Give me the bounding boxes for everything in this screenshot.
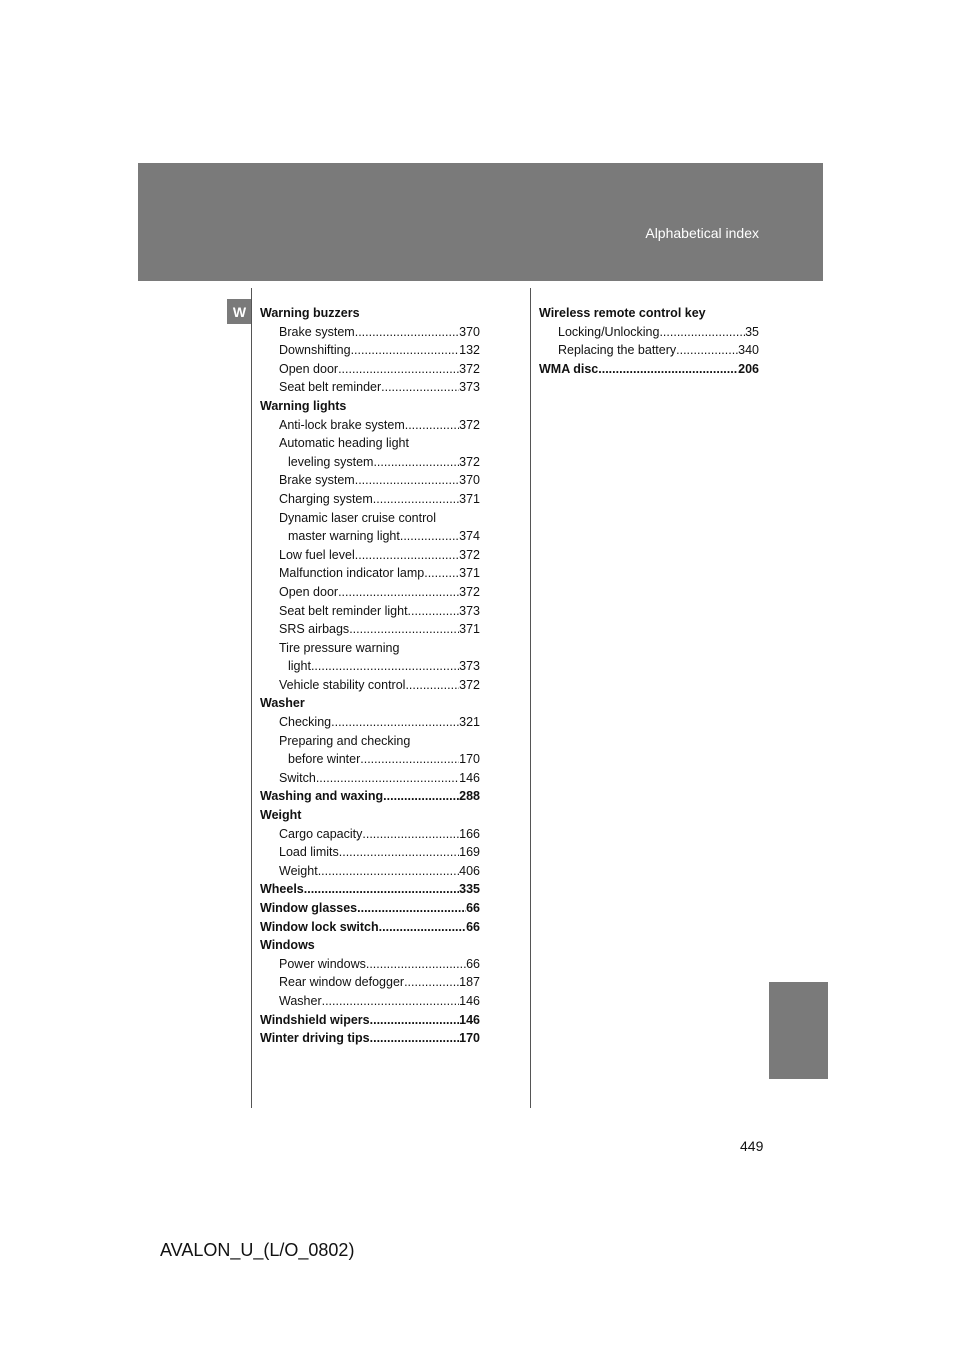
index-entry-label: Weight [260,808,302,823]
index-entry [260,787,480,806]
index-entry-page: 187 [459,975,480,990]
leader-dots [373,490,459,509]
leader-dots [370,1029,460,1048]
index-entry-label: Locking/Unlocking [558,324,660,339]
leader-dots [676,341,738,360]
leader-dots [318,862,459,881]
index-entry [260,564,480,583]
index-entry [260,341,480,360]
leader-dots [355,323,459,342]
leader-dots [383,787,459,806]
index-entry-label: Checking [279,715,332,730]
index-entry-label: Washer [260,696,305,711]
thumb-tab [769,982,828,1079]
index-letter-tab: W [227,299,252,324]
column-divider-left [251,288,252,1108]
index-entry [260,750,480,769]
index-entry-label: Load limits [279,845,339,860]
index-entry-page: 372 [459,454,480,469]
column-divider-middle [530,288,531,1108]
leader-dots [339,843,459,862]
index-entry-label: Rear window defogger [279,975,405,990]
index-entry-page: 170 [459,752,480,767]
index-entry [260,899,480,918]
index-entry-page: 373 [459,603,480,618]
index-entry-page: 335 [459,882,480,897]
leader-dots [338,360,459,379]
index-entry [260,416,480,435]
leader-dots [360,750,459,769]
index-entry [260,806,480,825]
index-entry-page: 371 [459,566,480,581]
index-entry [260,862,480,881]
index-entry [260,973,480,992]
leader-dots [405,676,459,695]
header-band [138,163,823,281]
index-entry-label: Replacing the battery [558,343,677,358]
index-entry-label: master warning light [288,529,400,544]
index-entry-page: 370 [459,324,480,339]
index-entry-label: Window lock switch [260,919,379,934]
index-entry-label: Open door [279,361,339,376]
leader-dots [408,602,460,621]
index-entry-page: 372 [459,584,480,599]
index-entry [260,378,480,397]
index-entry [260,1029,480,1048]
index-entry [260,676,480,695]
index-entry-label: SRS airbags [279,622,350,637]
index-entry-page: 372 [459,361,480,376]
index-entry-label: Brake system [279,324,355,339]
index-entry [260,434,480,453]
index-entry [260,546,480,565]
index-entry-label: Anti-lock brake system [279,417,405,432]
leader-dots [304,880,459,899]
index-entry-label: WMA disc [539,361,599,376]
leader-dots [322,992,460,1011]
index-entry-label: Washing and waxing [260,789,384,804]
index-entry-page: 372 [459,547,480,562]
index-entry-page: 132 [459,343,480,358]
index-entry [260,825,480,844]
index-entry-label: Washer [279,993,322,1008]
index-entry [260,936,480,955]
index-entry-label: Windshield wipers [260,1012,370,1027]
index-entry-label: Cargo capacity [279,826,363,841]
index-entry-page: 372 [459,677,480,692]
leader-dots [316,769,459,788]
index-entry-page: 66 [466,919,480,934]
index-entry [260,304,480,323]
leader-dots [405,416,459,435]
index-entry-label: Tire pressure warning [279,640,400,655]
index-entry [260,769,480,788]
index-entry [260,397,480,416]
index-entry-page: 66 [466,901,480,915]
leader-dots [379,918,466,937]
leader-dots [331,713,459,732]
index-entry-page: 373 [459,659,480,674]
index-entry-label: Weight [279,863,318,878]
index-entry-page: 288 [459,789,480,804]
leader-dots [424,564,459,583]
leader-dots [362,825,459,844]
index-entry [260,955,480,974]
index-entry-label: Preparing and checking [279,733,411,748]
index-entry-label: Wireless remote control key [539,306,706,320]
leader-dots [659,323,745,342]
leader-dots [349,620,459,639]
index-entry-page: 146 [459,770,480,785]
index-entry [260,527,480,546]
index-entry [260,490,480,509]
leader-dots [381,378,459,397]
index-entry [260,471,480,490]
leader-dots [311,657,459,676]
index-entry-page: 373 [459,380,480,395]
index-entry-page: 146 [459,1012,480,1027]
leader-dots [373,453,459,472]
index-entry [260,602,480,621]
index-entry-label: Power windows [279,956,366,971]
section-title: Alphabetical index [645,225,759,241]
index-entry-page: 146 [459,993,480,1008]
index-entry-page: 374 [459,529,480,544]
index-entry [260,713,480,732]
index-entry-label: Warning buzzers [260,306,360,320]
index-entry [260,880,480,899]
leader-dots [338,583,459,602]
index-entry-label: Windows [260,938,315,953]
page-number: 449 [740,1138,764,1154]
index-entry-label: Switch [279,770,316,785]
footer-code: AVALON_U_(L/O_0802) [160,1240,355,1260]
index-entry [260,657,480,676]
index-entry-page: 340 [738,343,759,358]
index-entry [260,639,480,658]
index-entry [539,360,759,379]
index-entry-label: Window glasses [260,901,358,915]
index-entry [260,992,480,1011]
index-entry [260,732,480,751]
leader-dots [355,546,459,565]
index-entry-label: Brake system [279,473,355,488]
index-entry [260,360,480,379]
leader-dots [404,973,459,992]
index-entry-label: Low fuel level [279,547,355,562]
index-entry-label: Seat belt reminder [279,380,382,395]
leader-dots [366,955,466,974]
index-entry-page: 321 [459,715,480,730]
index-entry [260,1011,480,1030]
index-entry [260,509,480,528]
index-entry-label: Seat belt reminder light [279,603,408,618]
index-entry [260,620,480,639]
index-entry-label: Open door [279,584,339,599]
index-entry-page: 370 [459,473,480,488]
index-entry-page: 206 [738,361,759,376]
index-entry [260,918,480,937]
index-entry [260,323,480,342]
index-entry-page: 169 [459,845,480,860]
index-entry [539,341,759,360]
index-entry [260,694,480,713]
index-entry [539,323,759,342]
index-entry-page: 372 [459,417,480,432]
index-entry-page: 170 [459,1031,480,1046]
index-column-right [539,304,759,378]
leader-dots [351,341,460,360]
index-entry-page: 35 [745,324,759,339]
index-entry-label: Automatic heading light [279,436,409,451]
index-entry-label: Winter driving tips [260,1031,370,1046]
index-entry-label: Vehicle stability control [279,677,406,692]
index-entry-page: 371 [459,491,480,506]
index-entry-page: 371 [459,622,480,637]
index-entry-page: 66 [466,956,480,971]
index-entry [539,304,759,323]
index-entry-page: 166 [459,826,480,841]
leader-dots [357,899,466,918]
index-entry-label: Wheels [260,882,304,897]
index-entry-label: Malfunction indicator lamp [279,566,425,581]
index-entry [260,453,480,472]
index-entry [260,583,480,602]
index-entry-label: Warning lights [260,398,347,413]
index-column-left [260,304,480,1048]
index-entry-label: Dynamic laser cruise control [279,510,436,525]
leader-dots [370,1011,460,1030]
index-entry-label: Charging system [279,491,373,506]
index-entry [260,843,480,862]
leader-dots [598,360,738,379]
leader-dots [355,471,459,490]
leader-dots [400,527,459,546]
index-entry-label: light [288,659,311,674]
index-entry-page: 406 [459,863,480,878]
index-entry-label: before winter [288,752,361,767]
index-entry-label: leveling system [288,454,374,469]
index-entry-label: Downshifting [279,343,351,358]
